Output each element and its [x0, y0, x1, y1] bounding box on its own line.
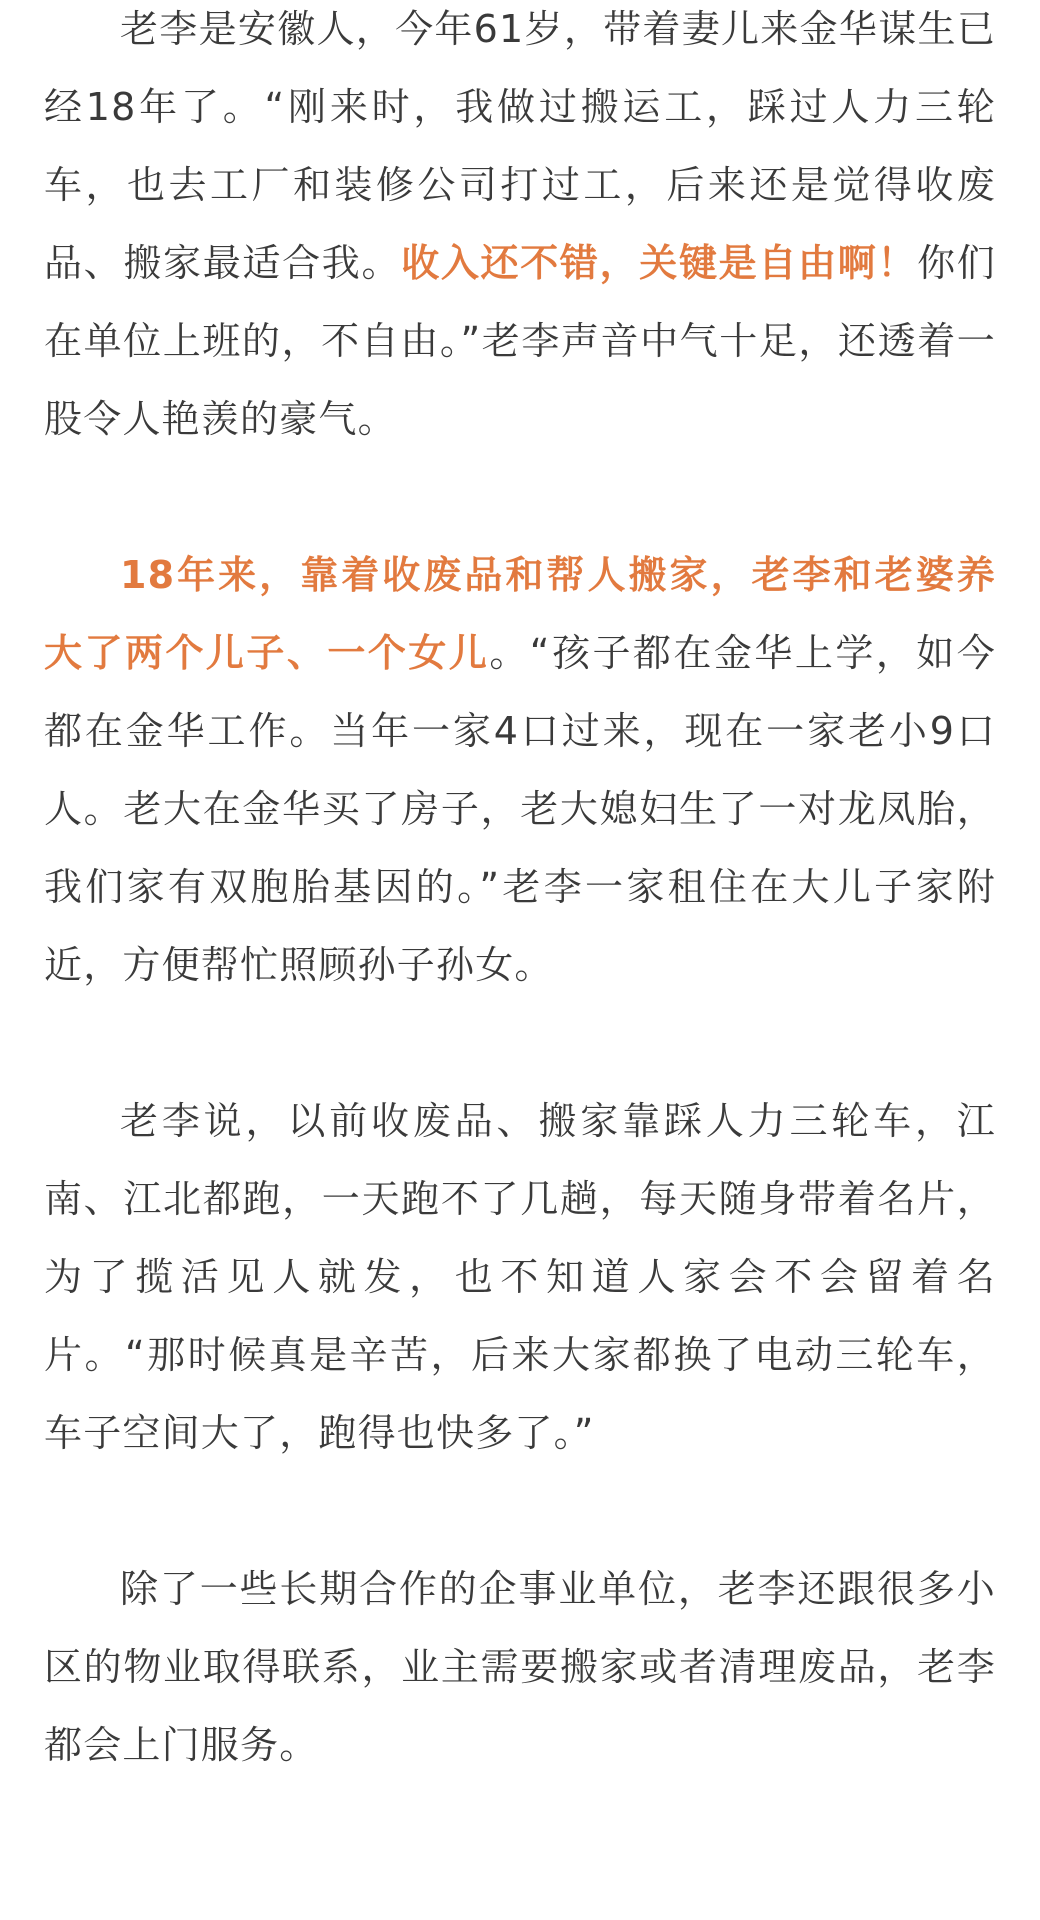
paragraph-1-text-a: 老李是安徽人，今年61岁，带着妻儿来金华谋生已经18年了。“刚来时，我做过搬运工，踩过人力三轮车，也去工厂和装修公司打过工，后来还是觉得收废品、搬家最适合我。 — [44, 7, 996, 285]
paragraph-2-text: 。“孩子都在金华上学，如今都在金华工作。当年一家4口过来，现在一家老小9口人。老大在金华买了房子，老大媳妇生了一对龙凤胎，我们家有双胞胎基因的。”老李一家租住在大儿子家附近，方便帮忙照顾孙子孙女。 — [44, 631, 996, 987]
paragraph-1-highlight: 收入还不错，关键是自由啊！ — [401, 241, 918, 285]
paragraph-1-text-b: 你们在单位上班的，不自由。”老李声音中气十足，还透着一股令人艳羡的豪气。 — [44, 241, 996, 441]
paragraph-4 — [44, 1550, 996, 1784]
paragraph-2 — [44, 536, 996, 1004]
paragraph-2-highlight: 18年来，靠着收废品和帮人搬家，老李和老婆养大了两个儿子、一个女儿 — [44, 553, 996, 675]
paragraph-3 — [44, 1082, 996, 1472]
paragraph-1 — [44, 0, 996, 458]
paragraph-4-text: 除了一些长期合作的企事业单位，老李还跟很多小区的物业取得联系，业主需要搬家或者清理废品，老李都会上门服务。 — [44, 1567, 996, 1767]
paragraph-3-text: 老李说，以前收废品、搬家靠踩人力三轮车，江南、江北都跑，一天跑不了几趟，每天随身带着名片，为了揽活见人就发，也不知道人家会不会留着名片。“那时候真是辛苦，后来大家都换了电动三轮车，车子空间大了，跑得也快多了。” — [44, 1099, 996, 1455]
